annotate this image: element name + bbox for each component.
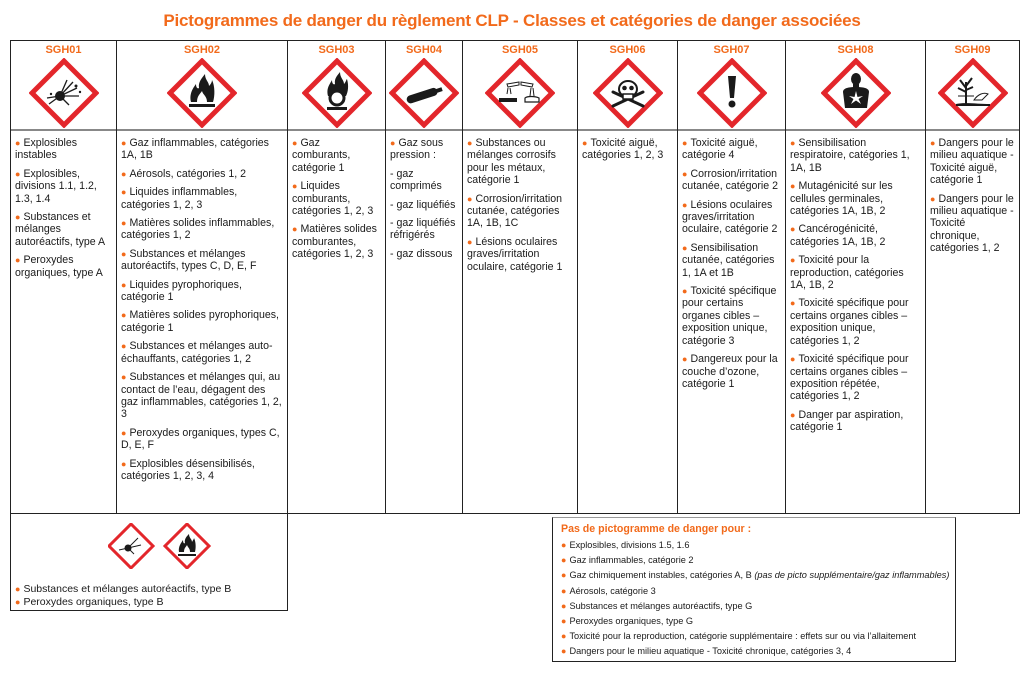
bullet-icon: ●: [467, 236, 473, 247]
gas-cylinder-icon: [389, 58, 459, 128]
bullet-icon: ●: [790, 138, 796, 148]
list-item: ● Cancérogénicité, catégories 1A, 1B, 2: [790, 223, 886, 248]
list-item: ● Aérosols, catégories 1, 2: [121, 167, 247, 180]
bullet-icon: ●: [121, 248, 127, 259]
column-sgh05: [463, 41, 578, 513]
list-item: ● Substances ou mélanges corrosifs pour les métaux, catégorie 1: [467, 137, 556, 187]
code-label: SGH08: [837, 44, 874, 56]
list-item: ● Toxicité spécifique pour certains organes cibles – exposition unique, catégorie 3: [682, 285, 777, 347]
skull-crossbones-icon: [593, 58, 663, 128]
list-item: ● Liquides inflammables, catégories 1, 2, 3: [121, 186, 238, 211]
bullet-icon: ●: [561, 631, 567, 642]
column-sgh08: [786, 41, 926, 513]
sub-item: - gaz liquéfiés: [390, 198, 456, 211]
list-item: ● Toxicité pour la reproduction, catégories 1A, 1B, 2: [790, 254, 904, 292]
list-item: ● Lésions oculaires graves/irritation oculaire, catégorie 2: [682, 198, 778, 236]
list-item: ● Aérosols, catégorie 3: [561, 585, 656, 596]
list-item: ● Toxicité pour la reproduction, catégorie supplémentaire : effets sur ou via l’allaitement: [561, 631, 917, 642]
code-label: SGH01: [45, 44, 82, 56]
bullet-icon: ●: [121, 458, 127, 469]
list-item: ● Corrosion/irritation cutanée, catégorie 2: [682, 167, 779, 193]
code-label: SGH04: [405, 44, 443, 56]
bullet-icon: ●: [790, 224, 796, 235]
bullet-icon: ●: [292, 224, 298, 235]
list-item: ● Matières solides pyrophoriques, catégorie 1: [121, 309, 280, 334]
list-item: ● Toxicité aiguë, catégorie 4: [682, 137, 758, 162]
page-title: Pictogrammes de danger du règlement CLP - Classes et catégories de danger associées: [163, 11, 861, 30]
code-label: SGH05: [501, 44, 539, 56]
bullet-icon: ●: [790, 255, 796, 266]
bullet-icon: ●: [121, 341, 127, 352]
bullet-icon: ●: [561, 555, 567, 566]
bullet-icon: ●: [790, 298, 796, 309]
list-item: ● Gaz comburants, catégorie 1: [292, 137, 351, 174]
list-item: ● Toxicité spécifique pour certains organes cibles – exposition répétée, catégories 1, 2: [790, 353, 909, 403]
column-sgh01: [11, 41, 117, 513]
bullet-icon: ●: [582, 138, 588, 148]
bullet-icon: ●: [121, 138, 127, 148]
list-item: ● Lésions oculaires graves/irritation oculaire, catégorie 1: [467, 235, 563, 273]
list-item: ● Substances et mélanges autoréactifs, type A: [15, 211, 106, 248]
bullet-icon: ●: [292, 181, 298, 192]
list-item: ● Liquides pyrophoriques, catégorie 1: [121, 278, 242, 304]
exclamation-mark-icon: [697, 58, 767, 128]
list-item: ● Substances et mélanges autoréactifs, type G: [561, 600, 753, 611]
list-item: ● Corrosion/irritation cutanée, catégories 1A, 1B, 1C: [467, 192, 562, 230]
sub-item: - gaz liquéfiés réfrigérés: [390, 217, 456, 242]
bullet-icon: ●: [682, 354, 688, 365]
bullet-icon: ●: [561, 540, 567, 550]
sub-item: - gaz comprimés: [390, 167, 442, 193]
sub-item: - gaz dissous: [390, 247, 453, 260]
list-item: ● Peroxydes organiques, type A: [15, 254, 103, 279]
column-sgh02: [117, 41, 288, 513]
list-item: ● Dangereux pour la couche d’ozone, catégorie 1: [682, 353, 778, 390]
list-item: ● Gaz sous pression :: [390, 137, 444, 162]
list-item: ● Sensibilisation cutanée, catégories 1, 1A et 1B: [682, 241, 775, 279]
bullet-icon: ●: [561, 570, 567, 581]
bullet-icon: ●: [15, 255, 21, 266]
bullet-icon: ●: [790, 354, 796, 365]
code-label: SGH03: [318, 44, 355, 56]
no-pictogram-title: Pas de pictogramme de danger pour :: [561, 523, 752, 535]
list-item: ● Explosibles, divisions 1.1, 1.2, 1.3, 1.4: [15, 167, 97, 205]
column-sgh04: [386, 41, 463, 513]
list-item: ● Mutagénicité sur les cellules germinales, catégories 1A, 1B, 2: [790, 180, 893, 218]
bullet-icon: ●: [121, 279, 127, 290]
column-sgh09: [926, 41, 1019, 513]
bullet-icon: ●: [682, 286, 688, 297]
bullet-icon: ●: [15, 584, 21, 594]
bullet-icon: ●: [121, 372, 127, 383]
bullet-icon: ●: [467, 138, 473, 148]
bullet-icon: ●: [292, 138, 298, 148]
code-label: SGH09: [954, 44, 991, 56]
list-item: ● Dangers pour le milieu aquatique - Toxicité aiguë, catégorie 1: [930, 137, 1014, 187]
bullet-icon: ●: [15, 596, 21, 607]
list-item: ● Matières solides inflammables, catégories 1, 2: [121, 217, 275, 242]
bullet-icon: ●: [121, 168, 127, 179]
bullet-icon: ●: [682, 138, 688, 148]
note-text: (pas de picto supplémentaire/gaz inflammables): [754, 570, 950, 581]
list-item: ● Toxicité spécifique pour certains organes cibles – exposition unique, catégories 1, 2: [790, 297, 909, 347]
hazard-table: [10, 40, 1020, 514]
bullet-icon: ●: [790, 409, 796, 420]
code-label: SGH07: [713, 44, 750, 56]
combined-pictograms-box: [10, 513, 288, 611]
list-item: ● Toxicité aiguë, catégories 1, 2, 3: [582, 137, 664, 162]
bullet-icon: ●: [15, 212, 21, 223]
flame-icon: [167, 58, 237, 128]
flame-icon: [165, 524, 209, 568]
bullet-icon: ●: [121, 427, 127, 438]
bullet-icon: ●: [682, 168, 688, 179]
bullet-icon: ●: [15, 168, 21, 179]
list-item: ● Sensibilisation respiratoire, catégories 1, 1A, 1B: [790, 137, 910, 174]
code-label: SGH02: [183, 44, 221, 56]
list-item: ● Explosibles instables: [15, 137, 78, 162]
list-item: ● Dangers pour le milieu aquatique - Toxicité chronique, catégories 1, 2: [930, 192, 1014, 255]
list-item: ● Dangers pour le milieu aquatique - Toxicité chronique, catégories 3, 4: [561, 646, 852, 657]
bullet-icon: ●: [682, 242, 688, 253]
list-item: ● Gaz inflammables, catégories 1A, 1B: [121, 137, 269, 162]
no-pictogram-box: [552, 517, 956, 662]
list-item: ● Substances et mélanges autoréactifs, types C, D, E, F: [121, 247, 257, 273]
list-item: ● Substances et mélanges auto-échauffants, catégories 1, 2: [121, 340, 273, 365]
list-item: ● Peroxydes organiques, type G: [561, 616, 694, 627]
flame-over-circle-icon: [302, 58, 372, 128]
bullet-icon: ●: [930, 138, 936, 148]
bullet-icon: ●: [390, 138, 396, 148]
health-hazard-icon: [821, 58, 891, 128]
explosive-bomb-icon: [29, 58, 99, 128]
explosive-bomb-icon: [109, 524, 153, 568]
list-item: ● Matières solides comburantes, catégories 1, 2, 3: [292, 223, 377, 261]
list-item: ● Peroxydes organiques, type B: [15, 595, 164, 608]
bullet-icon: ●: [561, 585, 567, 596]
corrosion-icon: [485, 58, 555, 128]
list-item: ● Explosibles désensibilisés, catégories 1, 2, 3, 4: [121, 457, 255, 482]
bullet-icon: ●: [561, 616, 567, 627]
bullet-icon: ●: [467, 193, 473, 204]
column-sgh06: [578, 41, 678, 513]
column-sgh07: [678, 41, 786, 513]
bullet-icon: ●: [561, 646, 567, 657]
list-item: ● Peroxydes organiques, types C, D, E, F: [121, 426, 280, 452]
bullet-icon: ●: [790, 181, 796, 192]
code-label: SGH06: [609, 44, 646, 56]
combined-pictograms: [108, 523, 218, 569]
list-item: ● Explosibles, divisions 1.5, 1.6: [561, 540, 690, 550]
bullet-icon: ●: [15, 138, 21, 148]
list-item: ● Substances et mélanges qui, au contact de l’eau, dégagent des gaz inflammables, catégories 1, 2, 3: [121, 371, 282, 421]
bullet-icon: ●: [121, 218, 127, 229]
list-item: ● Gaz inflammables, catégorie 2: [561, 555, 694, 566]
list-item: ● Substances et mélanges autoréactifs, type B: [15, 583, 232, 595]
list-item: ● Danger par aspiration, catégorie 1: [790, 408, 904, 434]
bullet-icon: ●: [930, 193, 936, 204]
environment-icon: [938, 58, 1008, 128]
bullet-icon: ●: [121, 310, 127, 321]
list-item: ● Gaz chimiquement instables, catégories A, B (pas de picto supplémentaire/gaz inflammables): [561, 570, 950, 581]
column-sgh03: [288, 41, 386, 513]
bullet-icon: ●: [682, 199, 688, 210]
list-item: ● Liquides comburants, catégories 1, 2, 3: [292, 180, 374, 218]
bullet-icon: ●: [121, 187, 127, 198]
bullet-icon: ●: [561, 600, 567, 611]
